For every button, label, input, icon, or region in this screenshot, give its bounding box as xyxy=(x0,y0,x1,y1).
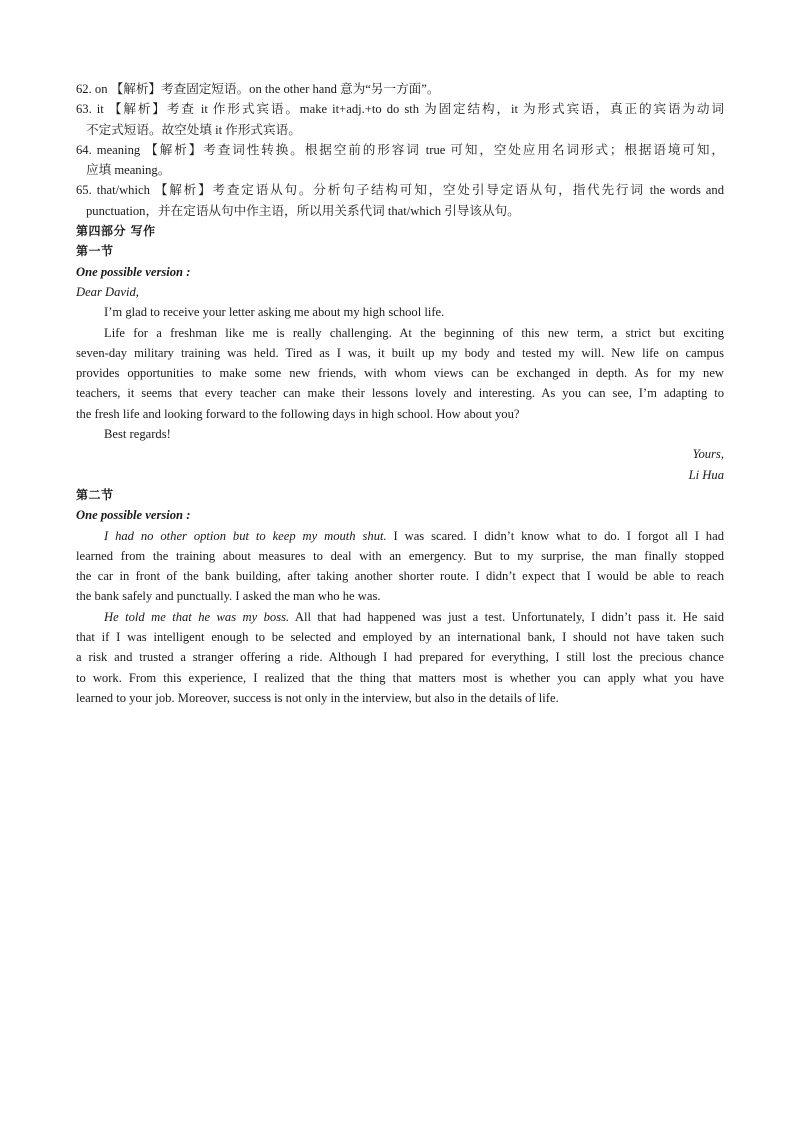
answer-number: 62. on xyxy=(76,82,108,96)
letter-paragraph-2-line: teachers, it seems that every teacher can make their lessons lovely and interesting. As you can see, I’m adapting to xyxy=(76,386,724,401)
story-paragraph-1-line: the car in front of the bank building, after taking another shorter route. I didn’t expect that I would be able to reach xyxy=(76,569,724,584)
letter-paragraph-2-line: the fresh life and looking forward to the following days in high school. How about you? xyxy=(76,406,520,421)
analysis-tag: 【解析】 xyxy=(110,82,162,96)
answer-65 xyxy=(76,180,724,200)
analysis-tag: 【解析】 xyxy=(154,183,213,198)
section2-version-label: One possible version : xyxy=(76,508,191,523)
story-paragraph-2-line: a risk and trusted a stranger offering a ride. Although I had prepared for everything, I still lost the precious chance xyxy=(76,650,724,665)
answer-explanation: 考查定语从句。分析句子结构可知，空处引导定语从句，指代先行词 the words and xyxy=(212,183,724,198)
answer-63-continued: 不定式短语。故空处填 it 作形式宾语。 xyxy=(86,122,301,137)
answer-explanation: 考查词性转换。根据空前的形容词 true 可知，空处应用名词形式；根据语境可知， xyxy=(203,142,724,157)
story-opening-sentence: He told me that he was my boss. xyxy=(104,609,290,624)
story-opening-sentence: I had no other option but to keep my mouth shut. xyxy=(104,528,387,543)
answer-62 xyxy=(76,79,724,99)
story-paragraph-2-line xyxy=(76,607,724,627)
part4-heading: 第四部分 写作 xyxy=(76,224,156,239)
answer-number: 65. that/which xyxy=(76,183,150,198)
story-paragraph-1-line: learned from the training about measures to deal with an emergency. But to my surprise, the man finally stopped xyxy=(76,548,724,563)
answer-explanation: 考查固定短语。on the other hand 意为“另一方面”。 xyxy=(161,82,440,96)
answer-page xyxy=(76,79,724,708)
answer-explanation: 考查 it 作形式宾语。make it+adj.+to do sth 为固定结构，it 为形式宾语，真正的宾语为动词 xyxy=(166,102,725,117)
answer-64 xyxy=(76,140,724,160)
story-paragraph-2-line: learned to your job. Moreover, success is not only in the interview, but also in the details of life. xyxy=(76,690,559,705)
section1-version-label: One possible version : xyxy=(76,264,191,279)
story-text: I was scared. I didn’t know what to do. I forgot all I had xyxy=(386,528,724,543)
section2-heading: 第二节 xyxy=(76,487,114,502)
answer-65-continued: punctuation，并在定语从句中作主语，所以用关系代词 that/which 引导该从句。 xyxy=(86,203,520,218)
answer-63 xyxy=(76,99,724,119)
story-paragraph-1-line: the bank safely and punctually. I asked the man who he was. xyxy=(76,589,381,604)
analysis-tag: 【解析】 xyxy=(145,142,204,157)
letter-paragraph-1: I’m glad to receive your letter asking me about my high school life. xyxy=(104,305,445,320)
answer-number: 64. meaning xyxy=(76,142,141,157)
story-paragraph-2-line: to work. From this experience, I realized that the thing that matters most is whether you can apply what you have xyxy=(76,670,724,685)
analysis-tag: 【解析】 xyxy=(108,102,167,117)
section1-heading: 第一节 xyxy=(76,244,114,259)
letter-signoff: Yours, xyxy=(692,447,724,462)
letter-paragraph-2-line: provides opportunities to make some new friends, with whom views can be exchanged in depth. As for my new xyxy=(76,366,724,381)
letter-paragraph-2-line: Life for a freshman like me is really challenging. At the beginning of this new term, a strict but exciting xyxy=(104,325,724,340)
letter-closing: Best regards! xyxy=(104,427,171,442)
answer-number: 63. it xyxy=(76,102,104,117)
answer-64-continued: 应填 meaning。 xyxy=(86,163,171,178)
letter-signature: Li Hua xyxy=(688,467,724,482)
letter-salutation: Dear David, xyxy=(76,284,139,299)
letter-paragraph-2-line: seven-day military training was held. Tired as I was, it built up my body and tested my will. New life on campus xyxy=(76,345,724,360)
story-text: All that had happened was just a test. Unfortunately, I didn’t pass it. He said xyxy=(289,609,724,624)
story-paragraph-2-line: that if I was intelligent enough to be selected and employed by an international bank, I should not have taken such xyxy=(76,630,724,645)
story-paragraph-1-line xyxy=(76,526,724,546)
